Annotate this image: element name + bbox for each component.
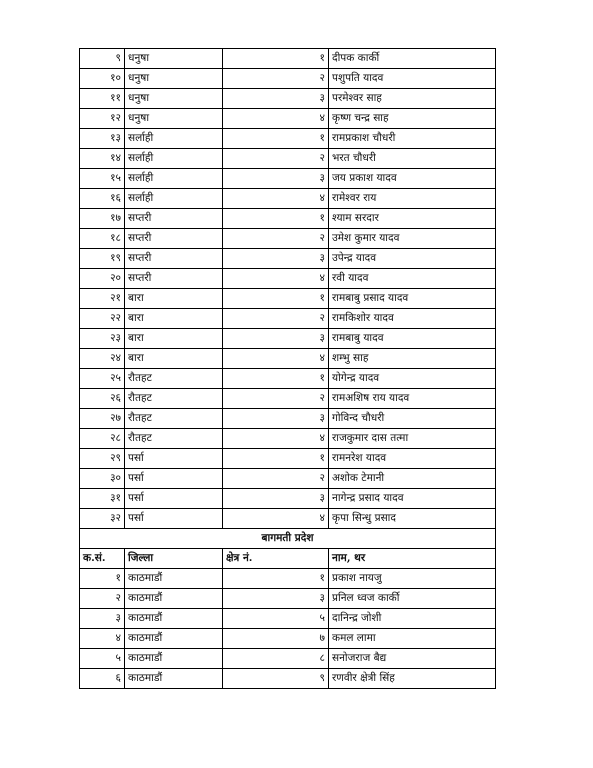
cell-name: दीपक कार्की xyxy=(329,49,496,69)
cell-constituency: २ xyxy=(223,69,329,89)
cell-sn: २३ xyxy=(80,329,125,349)
cell-sn: २७ xyxy=(80,409,125,429)
cell-district: धनुषा xyxy=(125,109,223,129)
cell-sn: १८ xyxy=(80,229,125,249)
table-row xyxy=(80,249,496,269)
cell-sn: ४ xyxy=(80,629,125,649)
cell-constituency: ३ xyxy=(223,489,329,509)
cell-sn: १ xyxy=(80,569,125,589)
cell-district: धनुषा xyxy=(125,49,223,69)
cell-name: रामनरेश यादव xyxy=(329,449,496,469)
table-row xyxy=(80,609,496,629)
cell-constituency: १ xyxy=(223,129,329,149)
cell-sn: २ xyxy=(80,589,125,609)
table-row xyxy=(80,469,496,489)
cell-district: काठमाडौं xyxy=(125,569,223,589)
cell-constituency: ७ xyxy=(223,629,329,649)
cell-name: कमल लामा xyxy=(329,629,496,649)
cell-name: जय प्रकाश यादव xyxy=(329,169,496,189)
cell-sn: ३० xyxy=(80,469,125,489)
cell-constituency: ३ xyxy=(223,89,329,109)
table-row xyxy=(80,269,496,289)
cell-sn: २४ xyxy=(80,349,125,369)
table-row xyxy=(80,569,496,589)
cell-district: सर्लाही xyxy=(125,169,223,189)
cell-name: रामप्रकाश चौधरी xyxy=(329,129,496,149)
cell-name: कृष्ण चन्द्र साह xyxy=(329,109,496,129)
cell-district: धनुषा xyxy=(125,69,223,89)
cell-sn: ११ xyxy=(80,89,125,109)
cell-constituency: ३ xyxy=(223,249,329,269)
table-row xyxy=(80,89,496,109)
cell-constituency: ३ xyxy=(223,409,329,429)
cell-sn: १० xyxy=(80,69,125,89)
cell-name: योगेन्द्र यादव xyxy=(329,369,496,389)
header-name: नाम, थर xyxy=(329,549,496,569)
table-row xyxy=(80,69,496,89)
cell-district: सप्तरी xyxy=(125,269,223,289)
cell-name: रामबाबु प्रसाद यादव xyxy=(329,289,496,309)
cell-sn: ९ xyxy=(80,49,125,69)
table-row xyxy=(80,209,496,229)
cell-district: बारा xyxy=(125,289,223,309)
cell-name: सनोजराज बैद्य xyxy=(329,649,496,669)
table-row xyxy=(80,449,496,469)
section-title: बागमती प्रदेश xyxy=(80,529,496,549)
cell-district: पर्सा xyxy=(125,469,223,489)
cell-sn: २९ xyxy=(80,449,125,469)
table-row xyxy=(80,429,496,449)
cell-name: कृपा सिन्धु प्रसाद xyxy=(329,509,496,529)
cell-district: रौतहट xyxy=(125,409,223,429)
table-row xyxy=(80,349,496,369)
table-row xyxy=(80,309,496,329)
cell-district: पर्सा xyxy=(125,449,223,469)
table-row xyxy=(80,229,496,249)
table-row xyxy=(80,389,496,409)
cell-constituency: १ xyxy=(223,209,329,229)
cell-constituency: ४ xyxy=(223,269,329,289)
header-constituency: क्षेत्र नं. xyxy=(223,549,329,569)
cell-district: सर्लाही xyxy=(125,149,223,169)
table-row xyxy=(80,289,496,309)
cell-constituency: २ xyxy=(223,309,329,329)
cell-name: गोविन्द चौधरी xyxy=(329,409,496,429)
cell-name: अशोक टेमानी xyxy=(329,469,496,489)
header-sn: क.सं. xyxy=(80,549,125,569)
cell-name: रामबाबु यादव xyxy=(329,329,496,349)
cell-sn: ५ xyxy=(80,649,125,669)
cell-constituency: १ xyxy=(223,289,329,309)
table-row xyxy=(80,149,496,169)
bagmati-rows xyxy=(80,569,496,689)
cell-sn: १३ xyxy=(80,129,125,149)
header-district: जिल्ला xyxy=(125,549,223,569)
cell-sn: २६ xyxy=(80,389,125,409)
cell-name: दानिन्द्र जोशी xyxy=(329,609,496,629)
cell-name: प्रनिल ध्वज कार्की xyxy=(329,589,496,609)
cell-name: प्रकाश नायजु xyxy=(329,569,496,589)
cell-district: सर्लाही xyxy=(125,189,223,209)
cell-district: काठमाडौं xyxy=(125,649,223,669)
cell-sn: १६ xyxy=(80,189,125,209)
cell-district: बारा xyxy=(125,309,223,329)
cell-name: उमेश कुमार यादव xyxy=(329,229,496,249)
cell-sn: ३१ xyxy=(80,489,125,509)
cell-sn: ३ xyxy=(80,609,125,629)
cell-district: पर्सा xyxy=(125,509,223,529)
cell-district: बारा xyxy=(125,329,223,349)
cell-name: पशुपति यादव xyxy=(329,69,496,89)
cell-name: भरत चौधरी xyxy=(329,149,496,169)
cell-sn: २२ xyxy=(80,309,125,329)
cell-sn: १४ xyxy=(80,149,125,169)
cell-district: काठमाडौं xyxy=(125,609,223,629)
madhesh-rows xyxy=(80,49,496,529)
table-row xyxy=(80,629,496,649)
cell-constituency: ३ xyxy=(223,169,329,189)
cell-name: नागेन्द्र प्रसाद यादव xyxy=(329,489,496,509)
cell-constituency: २ xyxy=(223,229,329,249)
cell-district: रौतहट xyxy=(125,429,223,449)
cell-district: सर्लाही xyxy=(125,129,223,149)
table-row xyxy=(80,489,496,509)
cell-constituency: ३ xyxy=(223,589,329,609)
table-row xyxy=(80,649,496,669)
table-row xyxy=(80,589,496,609)
cell-constituency: ३ xyxy=(223,329,329,349)
section-row xyxy=(80,529,496,549)
cell-constituency: १ xyxy=(223,49,329,69)
cell-district: पर्सा xyxy=(125,489,223,509)
cell-district: काठमाडौं xyxy=(125,669,223,689)
cell-name: रामेश्वर राय xyxy=(329,189,496,209)
table-row xyxy=(80,669,496,689)
table-row xyxy=(80,109,496,129)
table-row xyxy=(80,329,496,349)
cell-district: रौतहट xyxy=(125,369,223,389)
cell-district: काठमाडौं xyxy=(125,629,223,649)
table-row xyxy=(80,129,496,149)
cell-sn: २० xyxy=(80,269,125,289)
cell-constituency: ४ xyxy=(223,349,329,369)
cell-district: बारा xyxy=(125,349,223,369)
cell-sn: २५ xyxy=(80,369,125,389)
cell-name: रामकिशोर यादव xyxy=(329,309,496,329)
cell-sn: १७ xyxy=(80,209,125,229)
cell-district: सप्तरी xyxy=(125,229,223,249)
cell-sn: १५ xyxy=(80,169,125,189)
cell-district: सप्तरी xyxy=(125,209,223,229)
cell-constituency: २ xyxy=(223,149,329,169)
cell-name: उपेन्द्र यादव xyxy=(329,249,496,269)
table-row xyxy=(80,409,496,429)
cell-name: रणवीर क्षेत्री सिंह xyxy=(329,669,496,689)
cell-name: श्याम सरदार xyxy=(329,209,496,229)
cell-sn: २८ xyxy=(80,429,125,449)
table-row xyxy=(80,169,496,189)
cell-constituency: ४ xyxy=(223,509,329,529)
cell-constituency: २ xyxy=(223,469,329,489)
cell-sn: २१ xyxy=(80,289,125,309)
cell-district: धनुषा xyxy=(125,89,223,109)
cell-name: रामअशिष राय यादव xyxy=(329,389,496,409)
cell-name: रवी यादव xyxy=(329,269,496,289)
cell-constituency: १ xyxy=(223,369,329,389)
cell-name: परमेश्वर साह xyxy=(329,89,496,109)
cell-name: शम्भु साह xyxy=(329,349,496,369)
cell-sn: ६ xyxy=(80,669,125,689)
candidate-table xyxy=(79,48,496,689)
cell-district: सप्तरी xyxy=(125,249,223,269)
cell-sn: १२ xyxy=(80,109,125,129)
cell-district: काठमाडौं xyxy=(125,589,223,609)
cell-constituency: १ xyxy=(223,449,329,469)
cell-sn: १९ xyxy=(80,249,125,269)
cell-constituency: ५ xyxy=(223,609,329,629)
cell-name: राजकुमार दास तत्मा xyxy=(329,429,496,449)
header-row xyxy=(80,549,496,569)
cell-sn: ३२ xyxy=(80,509,125,529)
table-row xyxy=(80,369,496,389)
table-row xyxy=(80,509,496,529)
cell-district: रौतहट xyxy=(125,389,223,409)
table-row xyxy=(80,189,496,209)
cell-constituency: २ xyxy=(223,389,329,409)
cell-constituency: ४ xyxy=(223,429,329,449)
table-row xyxy=(80,49,496,69)
cell-constituency: ४ xyxy=(223,109,329,129)
cell-constituency: १ xyxy=(223,569,329,589)
cell-constituency: ४ xyxy=(223,189,329,209)
cell-constituency: ९ xyxy=(223,669,329,689)
cell-constituency: ८ xyxy=(223,649,329,669)
